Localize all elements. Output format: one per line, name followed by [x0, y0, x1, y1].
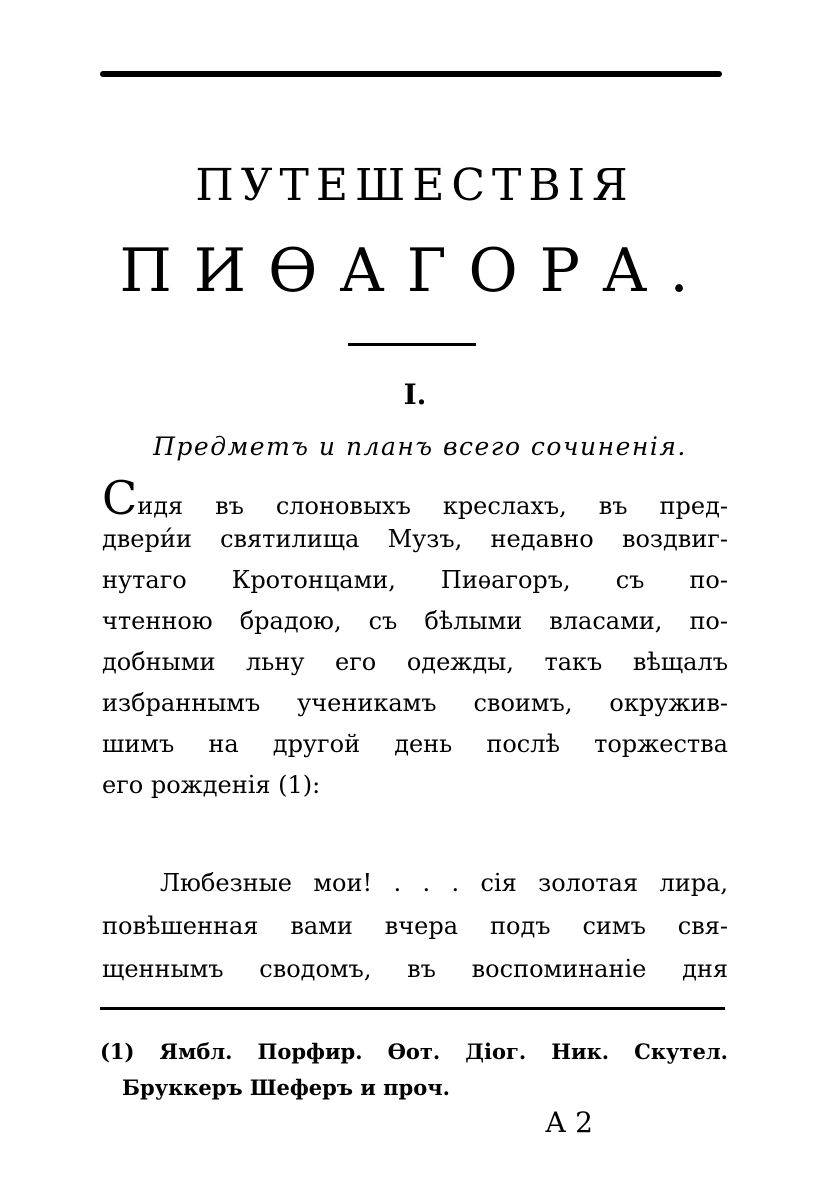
signature-mark: А 2	[545, 1106, 593, 1139]
text-line: добными льну его одежды, такъ вѣщалъ	[102, 648, 728, 676]
paragraph-1	[102, 471, 728, 806]
chapter-number: I.	[403, 378, 427, 411]
footnote-line: (1) Ямбл. Порфир. Ѳот. Діог. Ник. Скутел.	[100, 1039, 728, 1064]
text-line: повѣшенная вами вчера подъ симъ свя-	[102, 912, 728, 940]
text-line-content: идя въ слоновыхъ креслахъ, въ пред-	[137, 492, 728, 520]
title-line-2: ПИѲАГОРА.	[119, 236, 711, 306]
text-line: нутаго Кротонцами, Пиѳагоръ, съ по-	[102, 566, 728, 594]
title-line-1: ПУТЕШЕСТВІЯ	[195, 160, 635, 211]
text-line: его рожденія (1):	[102, 771, 321, 799]
top-rule	[100, 71, 722, 77]
text-line: двери́и святилища Музъ, недавно воздвиг-	[102, 525, 728, 553]
text-line: избраннымъ ученикамъ своимъ, окружив-	[102, 689, 728, 717]
text-line	[102, 471, 728, 525]
text-line: Любезные мои! . . . сія золотая лира,	[160, 869, 728, 897]
chapter-title: Предметъ и планъ всего сочиненія.	[153, 432, 687, 461]
paragraph-2	[102, 862, 728, 991]
footnote-rule	[100, 1007, 725, 1010]
text-line: шимъ на другой день послѣ торжества	[102, 730, 728, 758]
footnote-line: Бруккеръ Шеферъ и проч.	[122, 1075, 450, 1100]
title-divider	[348, 343, 476, 346]
text-line: щеннымъ сводомъ, въ воспоминаніе дня	[102, 955, 728, 983]
footnote	[100, 1034, 728, 1106]
drop-cap: С	[102, 471, 138, 525]
text-line: чтенною брадою, съ бѣлыми власами, по-	[102, 607, 728, 635]
